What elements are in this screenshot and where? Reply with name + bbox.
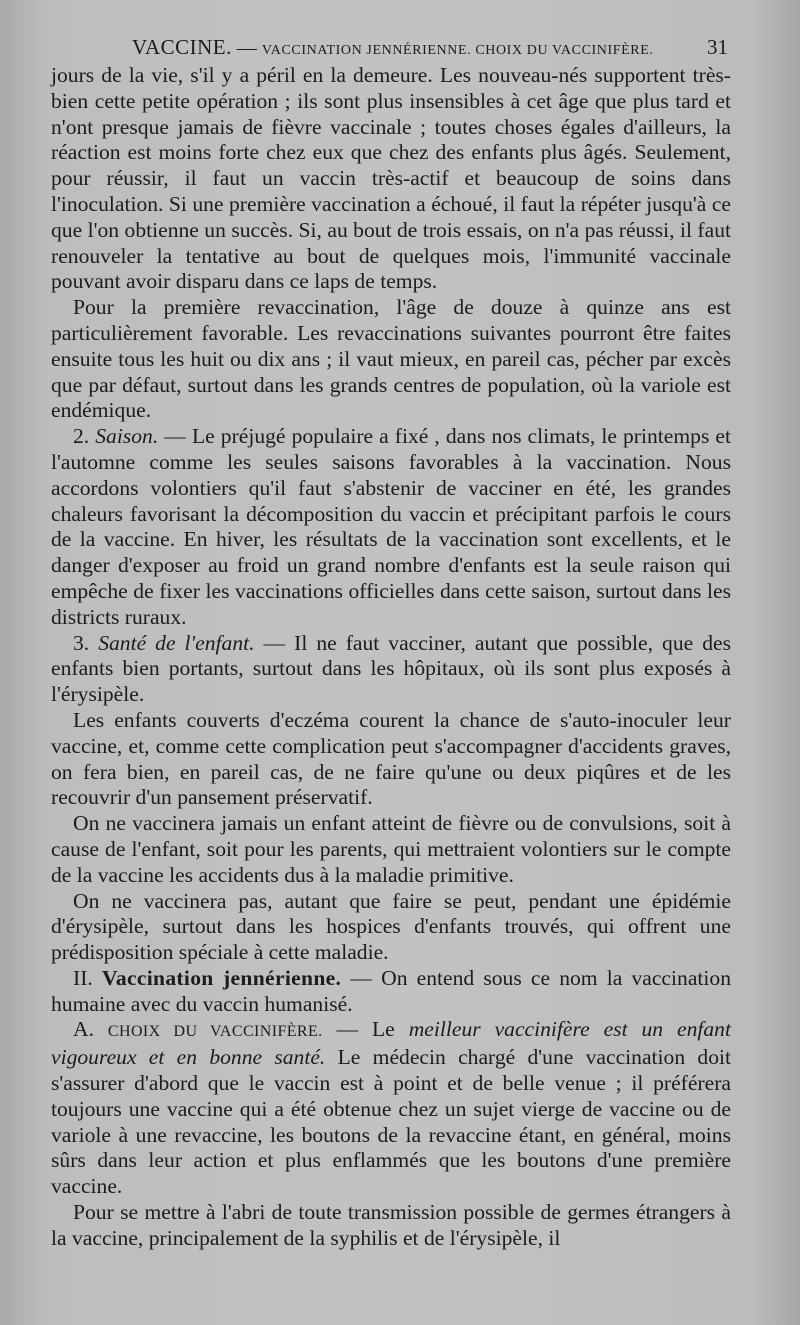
paragraph-7 [51, 889, 731, 966]
paragraph-4-sante [51, 631, 731, 708]
paragraph-2 [51, 295, 731, 424]
paragraph-text-before: — Le [322, 1017, 409, 1042]
paragraph-9-choix [51, 1017, 731, 1200]
section-number: 2. [73, 424, 96, 449]
header-title-main: VACCINE. [132, 35, 232, 59]
section-number: A. [73, 1017, 108, 1042]
section-title: CHOIX DU VACCINIFÈRE. [107, 1023, 323, 1041]
page-body [51, 63, 731, 1252]
section-heading: Vaccination jennérienne. [101, 965, 342, 990]
section-title: Santé de l'enfant. [98, 630, 255, 655]
paragraph-text: Pour se mettre à l'abri de toute transmission possible de germes étrangers à la vaccine, principalement de la syphilis et de l'érysipèle, il [51, 1200, 731, 1250]
section-title: Saison. [95, 424, 159, 449]
section-number: II. [73, 965, 102, 990]
paragraph-text: Les enfants couverts d'eczéma courent la chance de s'auto-inoculer leur vaccine, et, comme cette complication peut s'accompagner d'accidents graves, on fera bien, en pareil cas, de ne faire qu'une ou deux piqûres et de les recouvrir d'un pansement préservatif. [51, 707, 731, 810]
paragraph-text: Le médecin chargé d'une vaccination doit s'assurer d'abord que le vaccin est à point et de belle venue ; il préférera toujours une vaccine qui a été obtenue chez un sujet vierge de vaccine ou de variole à une revaccine, les boutons de la revaccine étant, en général, moins sûrs dans leur action et plus enflammés que les boutons d'une première vaccine. [51, 1045, 732, 1199]
running-title [132, 33, 653, 65]
emphasis-text: meilleur vaccinifère est un enfant vigoureux et en bonne santé. [51, 1017, 731, 1070]
paragraph-text: — Le préjugé populaire a fixé , dans nos climats, le printemps et l'automne comme les seules saisons favorables à la vaccination. Nous accordons volontiers qu'il faut s'abstenir de vacciner en été, les grandes chaleurs favorisant la décomposition du vaccin et précipitant parfois le cours de la vaccine. En hiver, les résultats de la vaccination sont excellents, et le danger d'exposer au froid un grand nombre d'enfants est la seule raison qui empêche de fixer les vaccinations officielles dans cette saison, surtout dans les districts ruraux. [51, 424, 731, 629]
paragraph-text: jours de la vie, s'il y a péril en la demeure. Les nouveau-nés supportent très-bien cette petite opération ; ils sont plus insensibles à cet âge que plus tard et n'ont presque jamais de fièvre vaccinale ; toutes choses égales d'ailleurs, la réaction est moins forte chez eux que chez des enfants plus âgés. Seulement, pour réussir, il faut un vaccin très-actif et beaucoup de soins dans l'inoculation. Si une première vaccination a échoué, il faut la répéter jusqu'à ce que l'on obtienne un succès. Si, au bout de trois essais, on n'a pas réussi, il faut renouveler la tentative au bout de quelques mois, l'immunité vaccinale pouvant avoir disparu dans ce laps de temps. [51, 63, 731, 294]
paragraph-10 [51, 1200, 731, 1252]
running-header [132, 33, 728, 61]
paragraph-text: — Il ne faut vacciner, autant que possible, que des enfants bien portants, surtout dans les hôpitaux, où ils sont plus exposés à l'érysipèle. [51, 630, 731, 707]
paragraph-8-section-ii [51, 966, 731, 1018]
section-number: 3. [73, 630, 99, 655]
paragraph-6 [51, 811, 731, 888]
paragraph-text: On ne vaccinera jamais un enfant atteint de fièvre ou de convulsions, soit à cause de l'enfant, soit pour les parents, qui mettraient volontiers sur le compte de la vaccine les accidents dus à la maladie primitive. [51, 811, 731, 887]
page-number: 31 [707, 35, 728, 59]
header-title-sub: VACCINATION JENNÉRIENNE. CHOIX DU VACCINIFÈRE. [261, 43, 654, 58]
paragraph-text: On ne vaccinera pas, autant que faire se peut, pendant une épidémie d'érysipèle, surtout dans les hospices d'enfants trouvés, qui offrent une prédisposition spéciale à cette maladie. [51, 888, 731, 965]
paragraph-1 [51, 63, 731, 295]
paragraph-3-saison [51, 424, 731, 630]
paragraph-5 [51, 708, 731, 811]
header-title-dash: — [236, 37, 257, 59]
paragraph-text: Pour la première revaccination, l'âge de douze à quinze ans est particulièrement favorable. Les revaccinations suivantes pourront être faites ensuite tous les huit ou dix ans ; il vaut mieux, en pareil cas, pécher par excès que par défaut, surtout dans les grands centres de population, où la variole est endémique. [51, 295, 731, 423]
paragraph-text: — On entend sous ce nom la vaccination humaine avec du vaccin humanisé. [51, 965, 731, 1016]
